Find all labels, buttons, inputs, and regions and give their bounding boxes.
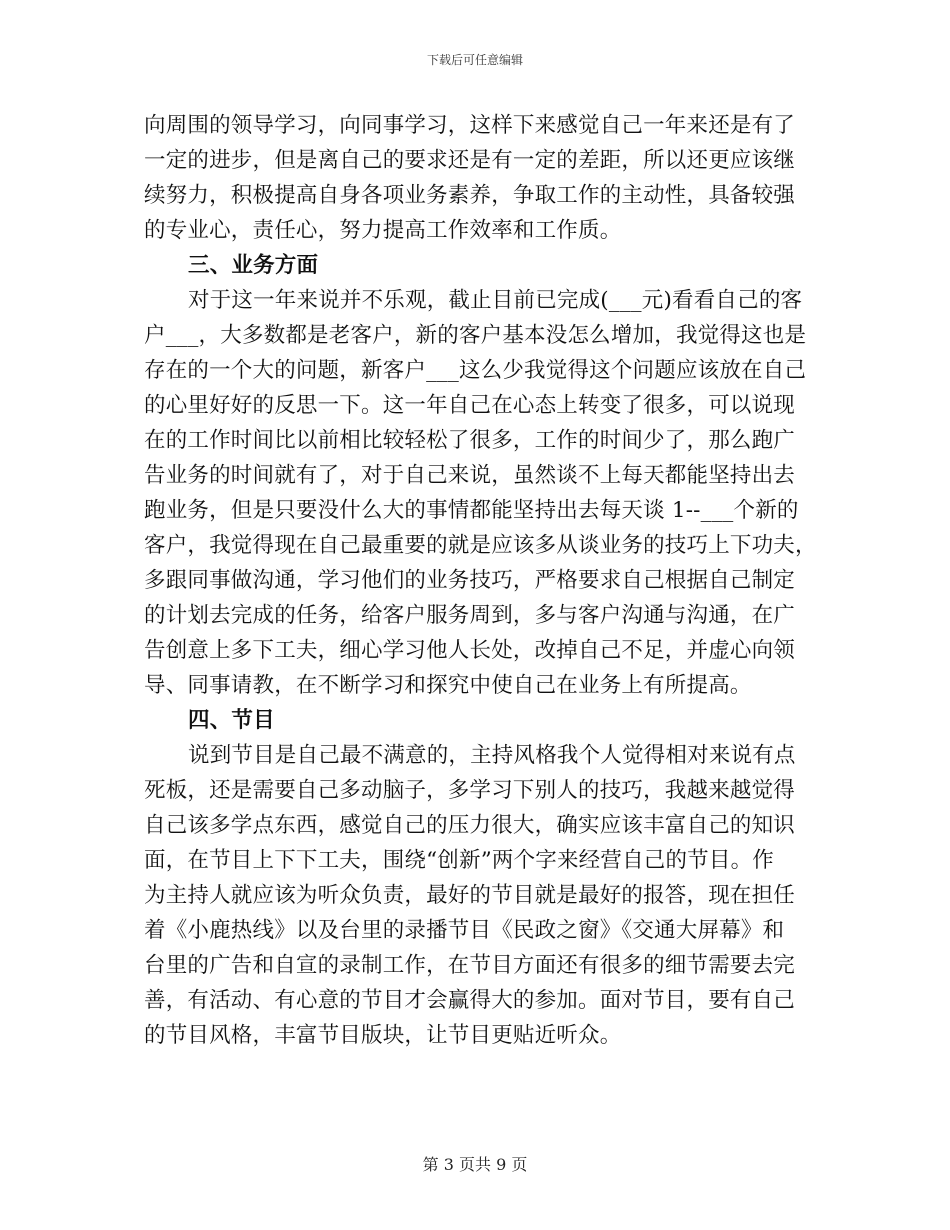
paragraph-start-line: 说到节目是自己最不满意的，主持风格我个人觉得相对来说有点 bbox=[188, 743, 796, 768]
text-line: 为主持人就应该为听众负责，最好的节目就是最好的报答，现在担任 bbox=[144, 883, 796, 908]
text-line: 多跟同事做沟通，学习他们的业务技巧，严格要求自己根据自己制定 bbox=[144, 568, 796, 593]
text-line: 的心里好好的反思一下。这一年自己在心态上转变了很多，可以说现 bbox=[144, 393, 796, 418]
text-line: 告创意上多下工夫，细心学习他人长处，改掉自己不足，并虚心向领 bbox=[144, 638, 796, 663]
text-line: 一定的进步，但是离自己的要求还是有一定的差距，所以还更应该继 bbox=[144, 148, 796, 173]
text-line: 存在的一个大的问题，新客户___这么少我觉得这个问题应该放在自己 bbox=[144, 358, 807, 383]
text-line: 死板，还是需要自己多动脑子，多学习下别人的技巧，我越来越觉得 bbox=[144, 778, 796, 803]
section-heading: 三、业务方面 bbox=[188, 253, 319, 278]
text-line: 跑业务，但是只要没什么大的事情都能坚持出去每天谈 1--___个新的 bbox=[144, 498, 799, 523]
text-line: 户___，大多数都是老客户，新的客户基本没怎么增加，我觉得这也是 bbox=[144, 323, 807, 348]
text-line: 客户，我觉得现在自己最重要的就是应该多从谈业务的技巧上下功夫， bbox=[144, 533, 817, 558]
text-line: 的计划去完成的任务，给客户服务周到，多与客户沟通与沟通，在广 bbox=[144, 603, 796, 628]
text-line: 的专业心，责任心，努力提高工作效率和工作质。 bbox=[144, 218, 622, 243]
text-line: 自己该多学点东西，感觉自己的压力很大，确实应该丰富自己的知识 bbox=[144, 813, 796, 838]
text-line: 向周围的领导学习，向同事学习，这样下来感觉自己一年来还是有了 bbox=[144, 113, 796, 138]
text-line: 续努力，积极提高自身各项业务素养，争取工作的主动性，具备较强 bbox=[144, 183, 796, 208]
section-heading: 四、节目 bbox=[188, 708, 275, 733]
paragraph-start-line: 对于这一年来说并不乐观，截止目前已完成(___元)看看自己的客 bbox=[188, 288, 803, 313]
text-line: 着《小鹿热线》以及台里的录播节目《民政之窗》《交通大屏幕》和 bbox=[144, 918, 785, 943]
text-line: 善，有活动、有心意的节目才会赢得大的参加。面对节目，要有自己 bbox=[144, 988, 796, 1013]
text-line: 的节目风格，丰富节目版块，让节目更贴近听众。 bbox=[144, 1023, 622, 1048]
text-line: 面，在节目上下下工夫，围绕“创新”两个字来经营自己的节目。作 bbox=[144, 848, 774, 873]
page-header: 下载后可任意编辑 bbox=[426, 53, 523, 67]
text-line: 告业务的时间就有了，对于自己来说，虽然谈不上每天都能坚持出去 bbox=[144, 463, 796, 488]
page-number: 第 3 页共 9 页 bbox=[422, 1155, 528, 1174]
document-body bbox=[144, 108, 817, 1053]
text-line: 在的工作时间比以前相比较轻松了很多，工作的时间少了，那么跑广 bbox=[144, 428, 796, 453]
text-line: 台里的广告和自宣的录制工作，在节目方面还有很多的细节需要去完 bbox=[144, 953, 796, 978]
text-line: 导、同事请教，在不断学习和探究中使自己在业务上有所提高。 bbox=[144, 673, 752, 698]
